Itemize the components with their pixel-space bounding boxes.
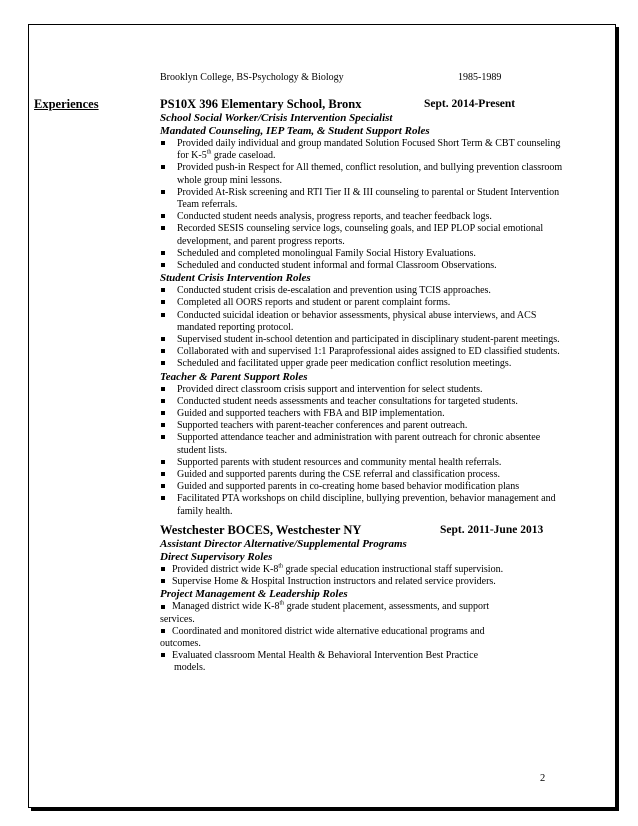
list-item [160,334,565,346]
bullet-icon [161,387,165,391]
item-text: Provided district wide K-8 [172,563,279,575]
item-text: Guided and supported teachers with FBA and BIP implementation. [177,408,445,420]
item-text: Coordinated and monitored district wide alternative educational programs and [172,625,485,637]
list-item [160,187,565,211]
list-item [160,346,565,358]
item-text: Provided direct classroom crisis support and intervention for select students. [177,383,483,395]
job2-role1-name: Direct Supervisory Roles [160,550,273,563]
list-item [160,223,565,247]
item-text: Supported teachers with parent-teacher conferences and parent outreach. [177,420,468,432]
job1-org: PS10X 396 Elementary School, Bronx [160,97,362,111]
job1-role-name: Mandated Counseling, IEP Team, & Student Support Roles [160,125,430,137]
bullet-icon [161,399,165,403]
job1-role-list [160,138,565,272]
item-text: Supported attendance teacher and administration with parent outreach for chronic absentee student lists. [177,432,541,456]
item-text-continued: services. [160,613,195,625]
item-text: Scheduled and facilitated upper grade peer medication conflict resolution meetings. [177,358,512,370]
bullet-icon [161,300,165,304]
list-item [160,626,565,650]
bullet-icon [161,629,165,633]
list-item [160,285,565,297]
job1-dates: Sept. 2014-Present [424,98,516,110]
item-text: grade student placement, assessments, and support [284,601,490,613]
bullet-icon [161,435,165,439]
bullet-icon [161,472,165,476]
job2-org: Westchester BOCES, Westchester NY [160,522,362,537]
item-text: Provided At-Risk screening and RTI Tier II & III counseling to parental or Student Intervention Team referrals. [177,186,560,211]
list-item [160,138,565,162]
bullet-icon [161,141,165,145]
list-item [160,469,565,481]
item-text: Guided and supported parents during the CSE referral and classification process. [177,469,500,481]
list-item [160,211,565,223]
bullet-icon [161,226,165,230]
item-text: Scheduled and completed monolingual Family Social History Evaluations. [177,247,476,259]
job2-role2-list [160,601,565,674]
list-item [160,396,565,408]
bullet-icon [161,484,165,488]
job2-header [160,522,565,538]
item-text: Guided and supported parents in co-creating home based behavior modification plans [177,481,520,493]
bullet-icon [161,579,165,583]
item-text: Recorded SESIS counseling service logs, counseling goals, and IEP PLOP social emotional development, and parent progress reports. [177,223,544,247]
bullet-icon [161,337,165,341]
job2-role1-list [160,564,565,588]
job1-roles [160,125,565,518]
ordinal-suffix: th [279,600,285,607]
bullet-icon [161,263,165,267]
item-text: Evaluated classroom Mental Health & Behavioral Intervention Best Practice [172,650,479,662]
job1-role-name: Teacher & Parent Support Roles [160,370,308,383]
job2-dates: Sept. 2011-June 2013 [440,523,544,536]
item-text: Facilitated PTA workshops on child discipline, bullying prevention, behavior management and family health. [177,493,556,517]
list-item [160,576,565,588]
experience-content [160,96,565,675]
bullet-icon [161,423,165,427]
job2-role2-name: Project Management & Leadership Roles [160,588,348,601]
list-item [160,493,565,517]
list-item [160,384,565,396]
item-text: Conducted student needs analysis, progress reports, and teacher feedback logs. [177,211,492,223]
page-number: 2 [540,773,546,784]
list-item [160,408,565,420]
bullet-icon [161,411,165,415]
item-text: Collaborated with and supervised 1:1 Paraprofessional aides assigned to ED classified students. [177,346,560,358]
list-item [160,297,565,309]
bullet-icon [161,214,165,218]
item-text: Conducted student needs assessments and teacher consultations for targeted students. [177,395,518,407]
list-item [160,601,565,625]
list-item [160,162,565,186]
bullet-icon [161,165,165,169]
item-text: Conducted student crisis de-escalation and prevention using TCIS approaches. [177,285,491,297]
job1-role-list [160,285,565,370]
list-item [160,260,565,272]
job1-role-name: Student Crisis Intervention Roles [160,272,311,285]
list-item [160,457,565,469]
bullet-icon [161,190,165,194]
education-years: 1985-1989 [458,72,502,83]
bullet-icon [161,313,165,317]
list-item [160,481,565,493]
bullet-icon [161,251,165,255]
ordinal-suffix: th [278,563,284,570]
item-text-continued: outcomes. [160,637,201,649]
item-text: Conducted suicidal ideation or behavior assessments, physical abuse interviews, and ACS mandated reporting protocol. [177,309,537,333]
item-text: Provided daily individual and group mandated Solution Focused Short Term & CBT counseling for K-5 [177,138,561,162]
job2-title: Assistant Director Alternative/Supplemental Programs [160,537,407,550]
list-item [160,420,565,432]
education-entry: Brooklyn College, BS-Psychology & Biology [160,72,344,83]
bullet-icon [161,496,165,500]
item-text: Provided push-in Respect for All themed, conflict resolution, and bullying prevention classroom whole group mini lessons. [177,162,563,186]
item-text: grade special education instructional staff supervision. [283,563,504,575]
section-label-experiences: Experiences [34,97,99,111]
item-text: Managed district wide K-8 [172,601,280,613]
item-text: grade caseload. [211,150,276,162]
job1-role-list [160,384,565,518]
bullet-icon [161,653,165,657]
job1-header [160,96,565,112]
list-item [160,564,565,576]
list-item [160,310,565,334]
bullet-icon [161,460,165,464]
bullet-icon [161,605,165,609]
bullet-icon [161,349,165,353]
item-text: Supervised student in-school detention and participated in disciplinary student-parent meetings. [177,334,560,346]
item-text-continued: models. [174,662,206,674]
list-item [160,432,565,456]
ordinal-suffix: th [206,149,212,156]
list-item [160,248,565,260]
job1-title: School Social Worker/Crisis Intervention Specialist [160,112,393,124]
list-item [160,358,565,370]
bullet-icon [161,288,165,292]
item-text: Completed all OORS reports and student or parent complaint forms. [177,297,451,309]
list-item [160,650,565,674]
item-text: Scheduled and conducted student informal and formal Classroom Observations. [177,260,497,272]
item-text: Supervise Home & Hospital Instruction instructors and related service providers. [172,576,496,588]
bullet-icon [161,567,165,571]
item-text: Supported parents with student resources and community mental health referrals. [177,456,502,468]
bullet-icon [161,361,165,365]
